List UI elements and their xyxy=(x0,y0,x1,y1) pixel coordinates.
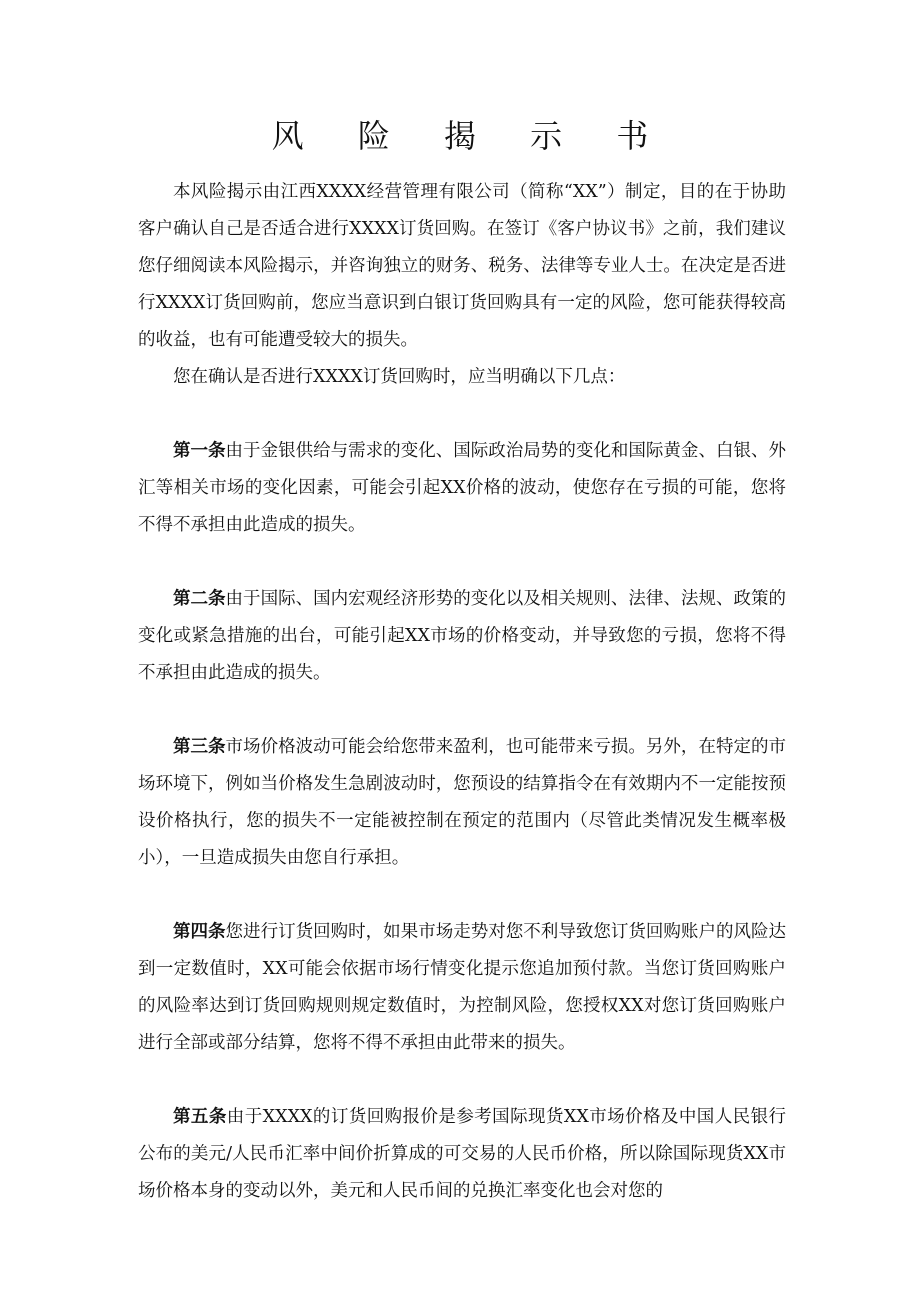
article-text: 您进行订货回购时，如果市场走势对您不利导致您订货回购账户的风险达到一定数值时，XX可能会依据市场行情变化提示您追加预付款。当您订货回购账户的风险率达到订货回购规则规定数值时，为控制风险，您授权XX对您订货回购账户进行全部或部分结算，您将不得不承担由此带来的损失。 xyxy=(138,922,787,1053)
paragraph-gap xyxy=(138,1062,786,1099)
article-4 xyxy=(138,914,786,1062)
article-label: 第三条 xyxy=(173,737,226,757)
article-label: 第二条 xyxy=(173,589,226,609)
article-label: 第五条 xyxy=(173,1107,227,1127)
intro-paragraph: 本风险揭示由江西XXXX经营管理有限公司（简称“XX”）制定，目的在于协助客户确认自己是否适合进行XXXX订货回购。在签订《客户协议书》之前，我们建议您仔细阅读本风险揭示，并咨询独立的财务、税务、法律等专业人士。在决定是否进行XXXX订货回购前，您应当意识到白银订货回购具有一定的风险，您可能获得较高的收益，也有可能遭受较大的损失。 xyxy=(138,182,786,350)
article-3 xyxy=(138,729,786,877)
paragraph-gap xyxy=(138,396,786,433)
article-text: 由于XXXX的订货回购报价是参考国际现货XX市场价格及中国人民银行公布的美元/人民币汇率中间价折算成的可交易的人民币价格，所以除国际现货XX市场价格本身的变动以外，美元和人民币间的兑换汇率变化也会对您的 xyxy=(138,1107,787,1201)
article-label: 第一条 xyxy=(173,441,226,461)
article-5 xyxy=(138,1099,786,1210)
document-title: 风 险 揭 示 书 xyxy=(271,117,671,155)
paragraph-gap xyxy=(138,692,786,729)
article-text: 由于国际、国内宏观经济形势的变化以及相关规则、法律、法规、政策的变化或紧急措施的出台，可能引起XX市场的价格变动，并导致您的亏损，您将不得不承担由此造成的损失。 xyxy=(138,589,787,683)
article-1 xyxy=(138,433,786,544)
document-body xyxy=(138,174,786,1210)
intro-lead-in: 您在确认是否进行XXXX订货回购时，应当明确以下几点： xyxy=(173,367,626,387)
article-2 xyxy=(138,581,786,692)
article-label: 第四条 xyxy=(173,922,226,942)
article-text: 由于金银供给与需求的变化、国际政治局势的变化和国际黄金、白银、外汇等相关市场的变化因素，可能会引起XX价格的波动，使您存在亏损的可能，您将不得不承担由此造成的损失。 xyxy=(138,441,787,535)
article-text: 市场价格波动可能会给您带来盈利，也可能带来亏损。另外，在特定的市场环境下，例如当价格发生急剧波动时，您预设的结算指令在有效期内不一定能按预设价格执行，您的损失不一定能被控制在预定的范围内（尽管此类情况发生概率极小），一旦造成损失由您自行承担。 xyxy=(138,737,787,868)
paragraph-gap xyxy=(138,544,786,581)
paragraph-gap xyxy=(138,877,786,914)
